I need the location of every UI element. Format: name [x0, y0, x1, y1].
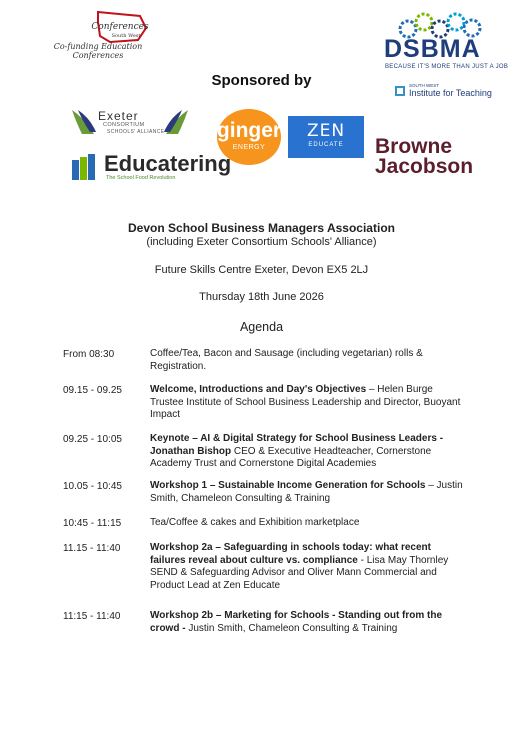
venue: Future Skills Centre Exeter, Devon EX5 2LJ: [154, 264, 369, 276]
agenda-item-desc: Keynote – AI & Digital Strategy for School Business Leaders - Jonathan Bishop CEO & Executive Headteacher, Cornerstone Academy Trust and Cornerstone Digital Academies: [150, 433, 444, 470]
agenda-heading: Agenda: [239, 320, 284, 334]
ift-region: SOUTH WEST: [409, 83, 439, 88]
agenda-item-desc: Workshop 1 – Sustainable Income Generation for Schools – Justin Smith, Chameleon Consulting & Training: [150, 480, 463, 504]
zen-logo-sub: EDUCATE: [308, 142, 344, 148]
sponsored-by-heading: Sponsored by: [211, 72, 312, 89]
conferences-tagline: Co-funding Education Conferences: [53, 42, 143, 60]
conferences-region: South West: [111, 33, 141, 39]
dsbma-logo-text: DSBMA: [384, 35, 481, 63]
agenda-item-desc: Welcome, Introductions and Day's Objectives – Helen Burge Trustee Institute of School Business Leadership and Director, Buoyant Impact: [150, 384, 461, 421]
dsbma-tagline: BECAUSE IT'S MORE THAN JUST A JOB: [385, 64, 509, 70]
exeter-logo-name: Exeter: [98, 109, 139, 123]
browne-line-1: Browne: [375, 135, 453, 158]
agenda-time: 09.25 - 10:05: [63, 434, 122, 445]
browne-jacobson-logo: [375, 137, 473, 177]
agenda-item-desc: Tea/Coffee & cakes and Exhibition marketplace: [150, 517, 360, 528]
agenda-item-desc: Workshop 2b – Marketing for Schools - Standing out from the crowd - Justin Smith, Chameleon Consulting & Training: [150, 610, 443, 634]
educatering-logo-name: Educatering: [104, 151, 232, 176]
ginger-logo-energy: ENERGY: [232, 144, 266, 151]
agenda-time: 11.15 - 11:40: [63, 543, 121, 554]
agenda-time: 11:15 - 11:40: [63, 611, 121, 622]
conferences-script: Conferences: [91, 22, 149, 32]
agenda-time: From 08:30: [63, 349, 115, 360]
browne-line-2: Jacobson: [375, 155, 474, 178]
agenda-item-desc: Coffee/Tea, Bacon and Sausage (including vegetarian) rolls & Registration.: [150, 348, 423, 372]
organisation-subtitle: (including Exeter Consortium Schools' Alliance): [146, 236, 377, 248]
agenda-time: 10:45 - 11:15: [63, 518, 122, 529]
agenda-item-desc: Workshop 2a – Safeguarding in schools today: what recent failures reveal about culture vs. compliance - Lisa May Thornley SEND & Safeguarding Advisor and Oliver Mann Commercial and Product Lead at Zen Educate: [150, 542, 449, 591]
agenda-time: 10.05 - 10:45: [63, 481, 122, 492]
exeter-logo-sub2: SCHOOLS' ALLIANCE: [107, 129, 165, 135]
educatering-tagline: The School Food Revolution: [106, 175, 176, 181]
ginger-logo-name: ginger: [216, 119, 282, 142]
educatering-books-icon: [70, 152, 100, 182]
organisation-title: Devon School Business Managers Association: [128, 221, 395, 235]
ift-name: Institute for Teaching: [409, 88, 492, 98]
agenda-time: 09.15 - 09.25: [63, 385, 122, 396]
zen-logo-name: ZEN: [306, 121, 346, 141]
event-date: Thursday 18th June 2026: [199, 291, 324, 303]
exeter-logo-sub: CONSORTIUM: [103, 122, 145, 128]
